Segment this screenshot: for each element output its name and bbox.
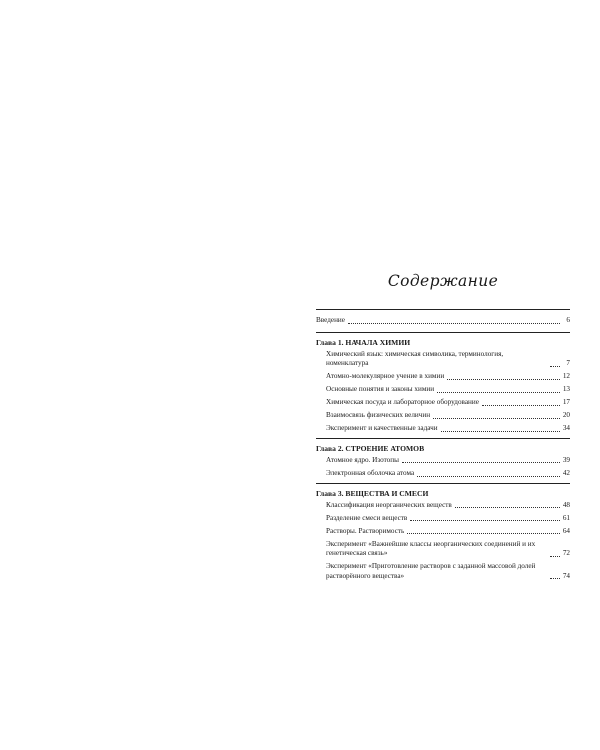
toc-entry-page: 12 (562, 372, 570, 381)
toc-entry-page: 34 (562, 424, 570, 433)
toc-entry-page: 13 (562, 385, 570, 394)
toc-entry-title: Химический язык: химическая символика, терминология, номенклатура (326, 349, 504, 367)
toc-entry[interactable] (326, 501, 570, 511)
toc-entry-page: 61 (562, 513, 570, 522)
toc-entry-title: Эксперимент «Важнейшие классы неорганических соединений и их генетическая связь» (326, 539, 536, 558)
chapter-title[interactable]: Глава 2. СТРОЕНИЕ АТОМОВ (316, 443, 425, 453)
toc-entry-title: Электронная оболочка атома (326, 469, 415, 478)
toc-entry[interactable] (326, 562, 570, 581)
toc-entry[interactable] (326, 350, 570, 369)
toc-entry-intro[interactable] (316, 316, 570, 326)
dot-leader (437, 392, 560, 393)
toc-entry[interactable] (326, 514, 570, 524)
toc-entry-page: 7 (566, 359, 570, 367)
toc-entry-page: 48 (562, 500, 570, 509)
top-rule (316, 309, 570, 310)
toc-entry[interactable] (326, 456, 570, 466)
dot-leader (441, 431, 560, 432)
toc-entry[interactable] (326, 411, 570, 421)
toc-entry-title: Введение (316, 316, 345, 324)
toc-entry-title: Классификация неорганических веществ (326, 500, 452, 509)
toc-entry-title: Эксперимент «Приготовление растворов с заданной массовой долей растворённого вещества» (326, 562, 536, 580)
toc-entry-title: Разделение смеси веществ (326, 513, 408, 522)
toc-title: Содержание (387, 272, 499, 290)
toc-entry-page: 64 (562, 526, 570, 535)
toc-entry-page: 74 (562, 571, 570, 580)
dot-leader (550, 578, 560, 579)
toc-entry-title: Растворы. Растворимость (326, 526, 405, 535)
dot-leader (402, 462, 560, 463)
toc-entry-page: 17 (562, 398, 570, 407)
toc-entry-title: Химическая посуда и лабораторное оборудование (326, 398, 479, 407)
dot-leader (417, 476, 560, 477)
toc-entry-page: 39 (562, 455, 570, 464)
toc-entry-page: 20 (562, 411, 570, 420)
toc-entry-title: Эксперимент и качественные задачи (326, 424, 438, 433)
chapter-1 (316, 333, 570, 438)
dot-leader (410, 520, 560, 521)
dot-leader (447, 379, 560, 380)
toc-entry[interactable] (326, 372, 570, 382)
toc-entry[interactable] (326, 469, 570, 479)
toc-entry-page: 6 (566, 316, 570, 324)
chapter-2 (316, 439, 570, 483)
toc-entry-title: Атомно-молекулярное учение в химии (326, 372, 445, 381)
dot-leader (348, 323, 560, 324)
toc-entry-page: 42 (562, 469, 570, 478)
chapter-title[interactable]: Глава 3. ВЕЩЕСТВА И СМЕСИ (316, 488, 429, 498)
toc-entry-page: 72 (562, 549, 570, 558)
toc-entry-title: Атомное ядро. Изотопы (326, 455, 399, 464)
dot-leader (407, 533, 560, 534)
toc-entry[interactable] (326, 424, 570, 434)
toc-entry-title: Взаимосвязь физических величин (326, 411, 431, 420)
toc-entry[interactable] (326, 540, 570, 559)
dot-leader (550, 366, 560, 367)
dot-leader (455, 507, 560, 508)
chapter-3 (316, 484, 570, 586)
chapter-title[interactable]: Глава 1. НАЧАЛА ХИМИИ (316, 337, 411, 347)
toc-entry[interactable] (326, 385, 570, 395)
dot-leader (433, 418, 560, 419)
dot-leader (482, 405, 560, 406)
toc-entry[interactable] (326, 398, 570, 408)
toc-entry-title: Основные понятия и законы химии (326, 385, 435, 394)
toc-entry[interactable] (326, 527, 570, 537)
table-of-contents (316, 272, 570, 585)
dot-leader (550, 556, 560, 557)
